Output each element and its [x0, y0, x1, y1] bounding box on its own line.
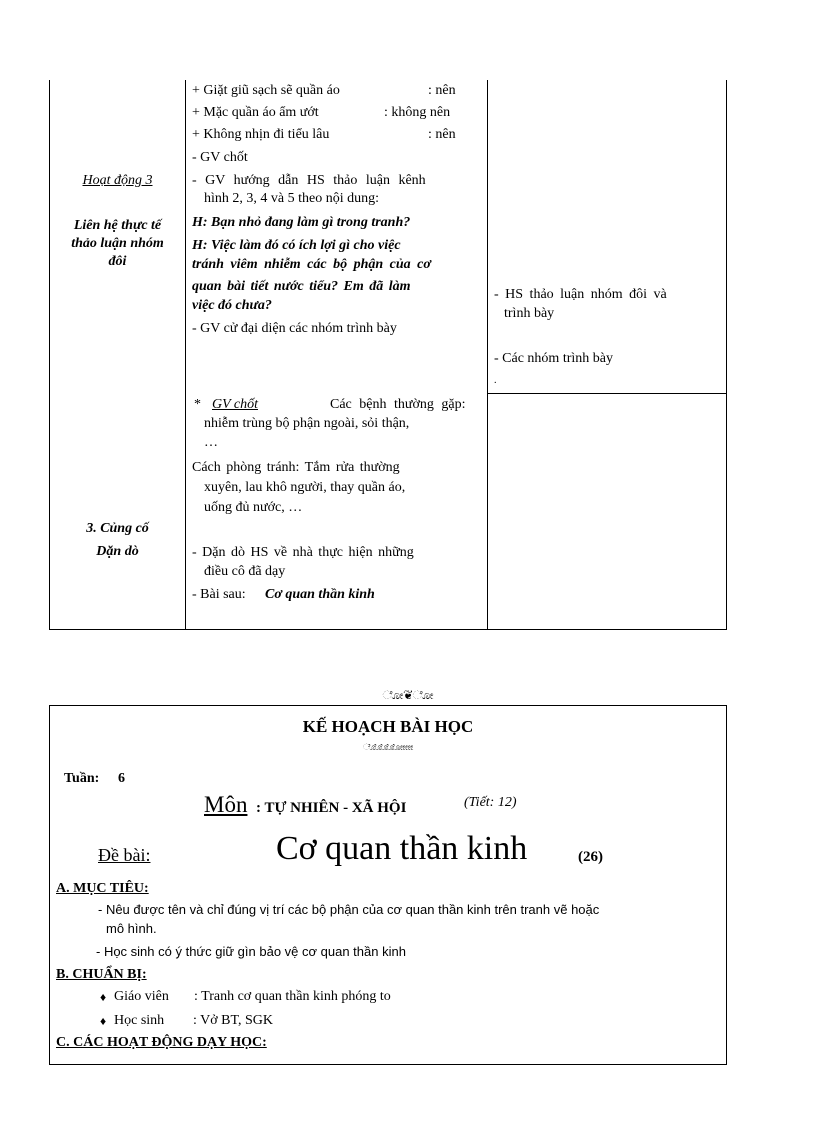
hygiene-item-3-verdict: : nên	[428, 127, 456, 142]
subject-value: : TỰ NHIÊN - XÃ HỘI	[256, 800, 407, 816]
hs-discussion-line-1: - HS thảo luận nhóm đôi và	[494, 287, 667, 302]
topic-number: (26)	[578, 849, 603, 865]
lesson-plan-box	[49, 705, 727, 1065]
plan-title: KẾ HOẠCH BÀI HỌC	[302, 717, 474, 736]
question-1: H: Bạn nhỏ đang làm gì trong tranh?	[192, 215, 411, 230]
gv-representative: - GV cử đại diện các nhóm trình bày	[192, 321, 397, 336]
week-label: Tuần:	[64, 771, 100, 786]
right-dot: .	[494, 375, 497, 386]
prevention-line-2: xuyên, lau khô người, thay quần áo,	[204, 480, 406, 495]
objective-1-line-1: - Nêu được tên và chỉ đúng vị trí các bộ phận của cơ quan thần kinh trên tranh vẽ hoặc	[98, 902, 600, 917]
conclusion-line-2: nhiễm trùng bộ phận ngoài, sỏi thận,	[204, 416, 410, 431]
homework-title: Dặn dò	[96, 544, 139, 559]
topic-label: Đề bài:	[98, 845, 151, 865]
question-2-line-3: quan bài tiết nước tiểu? Em đã làm	[192, 279, 411, 294]
consolidate-title: 3. Củng cố	[86, 521, 149, 536]
hygiene-item-2-verdict: : không nên	[384, 105, 451, 120]
homework-line-1: - Dặn dò HS về nhà thực hiện những	[192, 545, 414, 560]
right-column-separator	[487, 393, 727, 394]
period-label: (Tiết: 12)	[464, 795, 517, 810]
hygiene-item-1: + Giặt giũ sạch sẽ quần áo	[192, 83, 340, 98]
section-c-heading: C. CÁC HOẠT ĐỘNG DẠY HỌC:	[56, 1035, 267, 1050]
table-border-right	[726, 80, 727, 630]
conclusion-line-3: …	[204, 435, 218, 450]
objective-1-line-2: mô hình.	[106, 921, 157, 936]
objective-2: - Học sinh có ý thức giữ gìn bảo vệ cơ quan thần kinh	[96, 944, 406, 959]
hygiene-item-3: + Không nhịn đi tiểu lâu	[192, 127, 330, 142]
activity-3-subtitle-line-1: Liên hệ thực tế	[73, 218, 162, 233]
prep-teacher-item: : Tranh cơ quan thần kinh phóng to	[194, 989, 391, 1004]
hygiene-item-1-verdict: : nên	[428, 83, 456, 98]
section-a-heading: A. MỤC TIÊU:	[56, 881, 149, 896]
conclusion-line-1: Các bệnh thường gặp:	[330, 397, 466, 412]
gv-guide-line-1: - GV hướng dẫn HS thảo luận kênh	[192, 173, 426, 188]
prevention-line-3: uống đủ nước, …	[204, 500, 303, 515]
title-ornament: ೋೋೋೋೋ	[362, 742, 414, 752]
hygiene-item-2: + Mặc quần áo ẩm ướt	[192, 105, 319, 120]
groups-present: - Các nhóm trình bày	[494, 351, 613, 366]
table-divider-2	[487, 80, 488, 630]
question-2-line-1: H: Việc làm đó có ích lợi gì cho việc	[192, 238, 401, 253]
conclusion-label: GV chốt	[212, 397, 259, 412]
next-lesson-prefix: - Bài sau:	[192, 587, 246, 602]
section-b-heading: B. CHUẨN BỊ:	[56, 967, 147, 982]
conclusion-bullet: *	[194, 397, 201, 412]
question-2-line-2: tránh viêm nhiễm các bộ phận của cơ	[192, 257, 431, 272]
table-border-bottom	[49, 629, 727, 630]
prep-student-bullet: ♦	[100, 1014, 107, 1028]
next-lesson-title: Cơ quan thần kinh	[265, 587, 375, 602]
gv-conclusion: - GV chốt	[192, 150, 248, 165]
prep-student-role: Học sinh	[114, 1013, 165, 1028]
prep-student-item: : Vở BT, SGK	[193, 1013, 274, 1028]
activity-3-subtitle-line-3: đôi	[108, 254, 127, 269]
divider-ornament: ೋ❦ೋ	[382, 688, 434, 702]
question-2-line-4: việc đó chưa?	[192, 298, 272, 313]
activity-3-subtitle-line-2: thảo luận nhóm	[71, 236, 164, 251]
topic-title: Cơ quan thần kinh	[276, 830, 528, 867]
prevention-line-1: Cách phòng tránh: Tắm rửa thường	[192, 460, 400, 475]
hs-discussion-line-2: trình bày	[504, 306, 555, 321]
table-divider-1	[185, 80, 186, 630]
week-value: 6	[118, 771, 125, 786]
subject-label: Môn	[204, 792, 248, 817]
activity-3-title: Hoạt động 3	[82, 173, 153, 188]
homework-line-2: điều cô đã dạy	[204, 564, 286, 579]
prep-teacher-bullet: ♦	[100, 990, 107, 1004]
prep-teacher-role: Giáo viên	[114, 989, 169, 1004]
gv-guide-line-2: hình 2, 3, 4 và 5 theo nội dung:	[204, 191, 379, 206]
